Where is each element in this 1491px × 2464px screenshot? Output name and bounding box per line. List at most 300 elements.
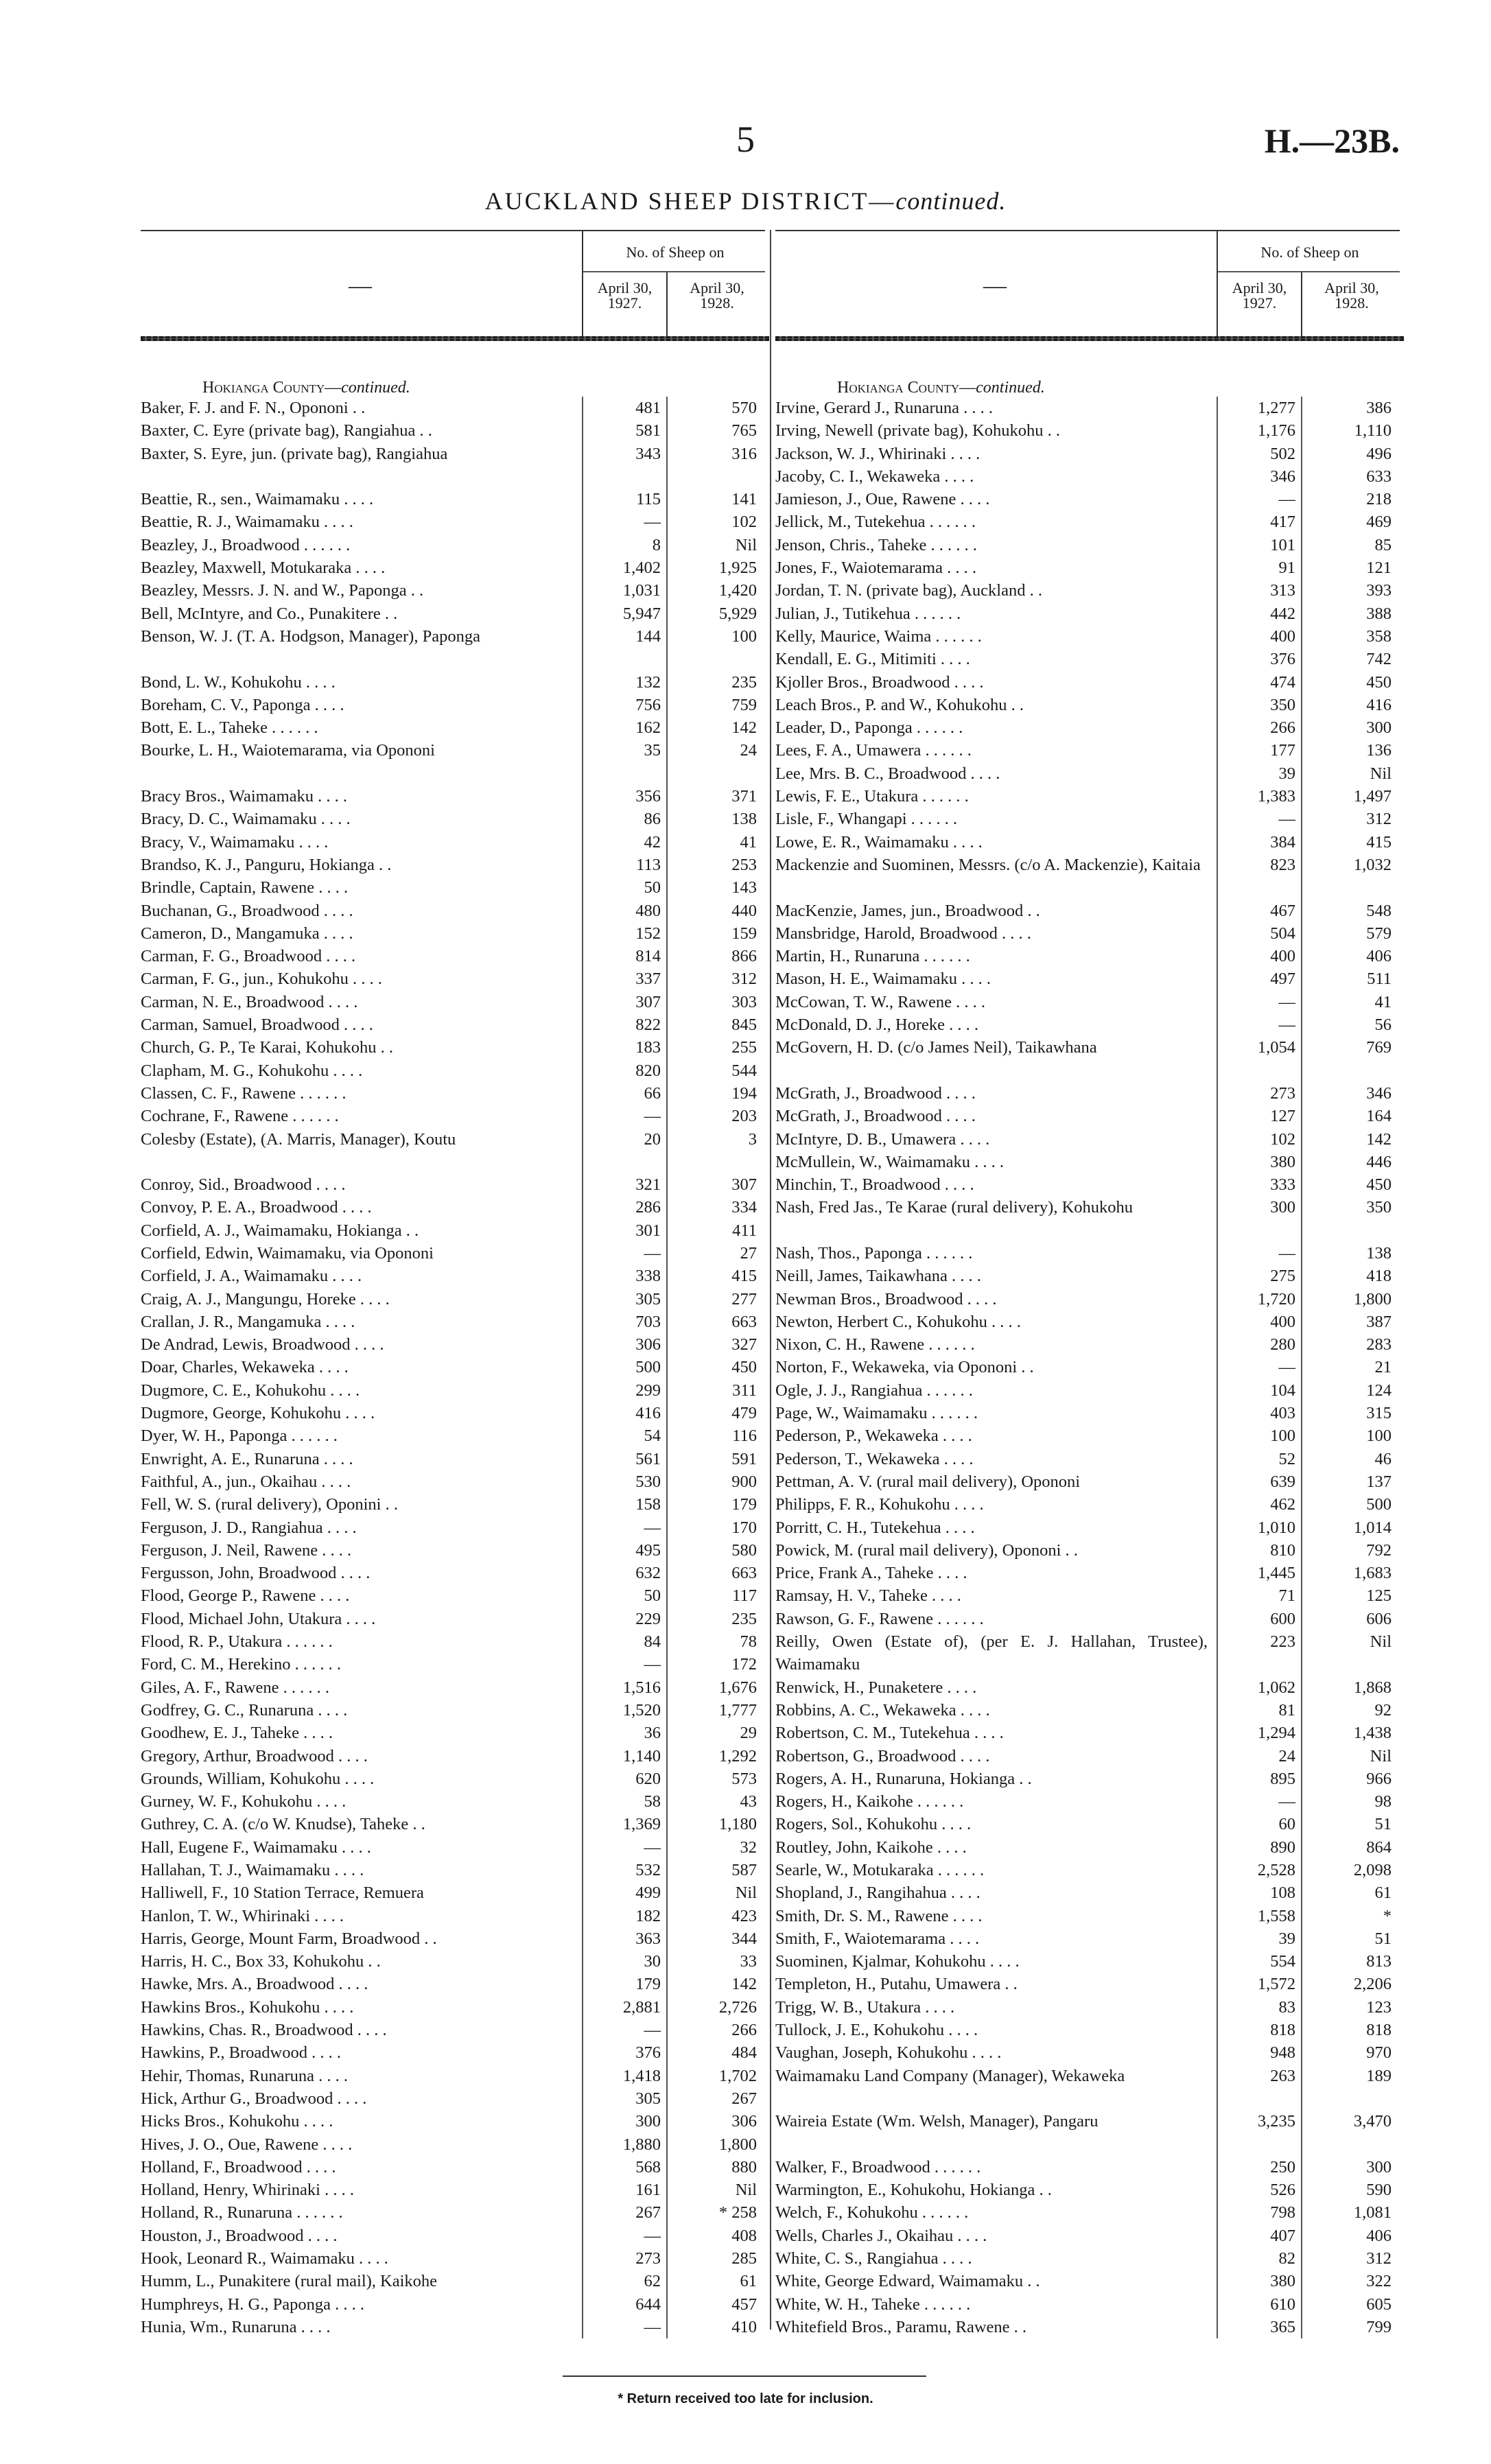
sheep-1927: 337	[635, 970, 661, 989]
table-row	[141, 2110, 765, 2133]
sheep-1927: 1,383	[1257, 787, 1295, 806]
sheep-1928: 137	[1366, 1472, 1392, 1491]
table-row	[141, 1516, 765, 1539]
owner-name: Bracy Bros., Waimamaku . . . .	[141, 787, 348, 806]
owner-name: Walker, F., Broadwood . . . . . .	[775, 2157, 981, 2176]
sheep-1928: 123	[1366, 1997, 1392, 2017]
owner-name: Vaughan, Joseph, Kohukohu . . . .	[775, 2043, 1002, 2063]
owner-name: McDonald, D. J., Horeke . . . .	[775, 1016, 978, 1035]
sheep-1927: 83	[1278, 1997, 1295, 2017]
table-row	[775, 648, 1400, 670]
sheep-1928: 92	[1374, 1700, 1392, 1720]
owner-name: Rogers, Sol., Kohukohu . . . .	[775, 1815, 972, 1834]
table-row	[141, 1059, 765, 1082]
sheep-1928: 970	[1366, 2043, 1392, 2063]
sheep-1928: 138	[731, 810, 757, 829]
table-row	[141, 1905, 765, 1927]
table-row	[141, 1653, 765, 1676]
table-row	[775, 1927, 1400, 1950]
sheep-1927: 307	[635, 992, 661, 1011]
table-row	[141, 1562, 765, 1584]
header-col-1927-date: April 30,	[1232, 279, 1287, 296]
owner-name: Nash, Fred Jas., Te Karae (rural delivery), Kohukohu	[775, 1198, 1134, 1217]
table-row	[775, 1745, 1400, 1768]
owner-name: Jackson, W. J., Whirinaki . . . .	[775, 444, 981, 463]
table-row	[141, 1859, 765, 1881]
owner-name: Powick, M. (rural mail delivery), Opononi . .	[775, 1540, 1078, 1560]
owner-name: Conroy, Sid., Broadwood . . . .	[141, 1175, 346, 1195]
sheep-1928: 253	[731, 855, 757, 874]
owner-name: Bond, L. W., Kohukohu . . . .	[141, 672, 336, 692]
table-row	[775, 1630, 1400, 1676]
sheep-1927: 554	[1270, 1952, 1295, 1971]
sheep-1928: 579	[1366, 924, 1392, 943]
table-row	[775, 2247, 1400, 2270]
table-row	[775, 511, 1400, 533]
owner-name: Dugmore, C. E., Kohukohu . . . .	[141, 1381, 360, 1400]
sheep-1927: 20	[644, 1129, 661, 1149]
table-row	[775, 1950, 1400, 1973]
table-row	[775, 1196, 1400, 1242]
owner-name: Warmington, E., Kohukohu, Hokianga . .	[775, 2181, 1052, 2200]
sheep-1927: 600	[1270, 1609, 1295, 1628]
sheep-1928: 266	[731, 2021, 757, 2040]
owner-name: Ramsay, H. V., Taheke . . . .	[775, 1586, 961, 1606]
header-rule	[1217, 231, 1218, 341]
table-row	[775, 1836, 1400, 1859]
sheep-1927: 1,720	[1257, 1289, 1295, 1309]
sheep-1928: 663	[731, 1564, 757, 1583]
sheep-1928: 189	[1366, 2066, 1392, 2085]
left-rows	[141, 397, 765, 2338]
left-table-header	[141, 230, 765, 341]
sheep-1928: 125	[1366, 1586, 1392, 1606]
sheep-1927: 474	[1270, 672, 1295, 692]
sheep-1928: 33	[740, 1952, 757, 1971]
sheep-1927: 1,140	[622, 1746, 661, 1765]
sheep-1928: *	[1383, 1906, 1392, 1925]
owner-name: Bott, E. L., Taheke . . . . . .	[141, 718, 318, 738]
sheep-1928: 327	[731, 1335, 757, 1354]
sheep-1928: 142	[1366, 1129, 1392, 1149]
sheep-1927: 286	[635, 1198, 661, 1217]
owner-name: Trigg, W. B., Utakura . . . .	[775, 1997, 955, 2017]
owner-name: Carman, N. E., Broadwood . . . .	[141, 992, 358, 1011]
sheep-1927: 161	[635, 2181, 661, 2200]
sheep-1928: 1,800	[1353, 1289, 1392, 1309]
sheep-1928: 2,098	[1353, 1861, 1392, 1879]
sheep-1928: 411	[732, 1221, 757, 1240]
owner-name: Carman, F. G., Broadwood . . . .	[141, 947, 356, 966]
owner-name: Robertson, G., Broadwood . . . .	[775, 1746, 990, 1765]
header-col-1928-date: April 30,	[690, 279, 744, 296]
owner-name: Holland, R., Runaruna . . . . . .	[141, 2203, 343, 2222]
sheep-1927: 502	[1270, 444, 1295, 463]
sheep-1928: 170	[731, 1518, 757, 1537]
sheep-1927: 3,235	[1257, 2112, 1295, 2131]
table-row	[141, 1196, 765, 1219]
table-row	[141, 1402, 765, 1424]
sheep-1928: 866	[731, 947, 757, 966]
sheep-1927: —	[644, 2021, 661, 2040]
table-row	[775, 716, 1400, 739]
sheep-1927: 300	[635, 2112, 661, 2131]
header-rule	[1218, 271, 1400, 272]
section-heading-continued: continued.	[341, 379, 410, 397]
table-row	[775, 1813, 1400, 1835]
page-title	[0, 187, 1491, 215]
table-row	[775, 1676, 1400, 1699]
sheep-1927: 8	[652, 535, 661, 554]
owner-name: Newton, Herbert C., Kohukohu . . . .	[775, 1312, 1021, 1331]
sheep-1928: 1,777	[718, 1700, 757, 1720]
sheep-1927: 86	[644, 810, 661, 829]
sheep-1928: 21	[1374, 1358, 1392, 1377]
sheep-1928: 311	[732, 1381, 757, 1400]
owner-name: Holland, Henry, Whirinaki . . . .	[141, 2181, 354, 2200]
sheep-1928: 312	[1366, 2249, 1392, 2268]
sheep-1927: 495	[635, 1540, 661, 1560]
owner-name: Pederson, T., Wekaweka . . . .	[775, 1449, 974, 1468]
sheep-1927: 2,881	[622, 1997, 661, 2017]
owner-name: Neill, James, Taikawhana . . . .	[775, 1267, 981, 1286]
table-row	[141, 1722, 765, 1744]
table-row	[775, 443, 1400, 465]
section-heading-continued: continued.	[976, 379, 1045, 397]
sheep-1927: 1,062	[1257, 1678, 1295, 1697]
header-rule	[582, 231, 583, 341]
sheep-1928: 283	[1366, 1335, 1392, 1354]
table-row	[775, 1128, 1400, 1151]
table-row	[141, 1539, 765, 1562]
table-row	[775, 579, 1400, 602]
sheep-1927: 620	[635, 1769, 661, 1788]
table-row	[775, 831, 1400, 854]
sheep-1927: —	[1278, 810, 1295, 829]
table-row	[141, 854, 765, 876]
header-bottom-rule	[775, 336, 1404, 342]
sheep-1927: 343	[635, 444, 661, 463]
owner-name: Dugmore, George, Kohukohu . . . .	[141, 1404, 375, 1423]
sheep-1927: 481	[635, 399, 661, 417]
sheep-1928: 277	[731, 1289, 757, 1309]
table-row	[775, 1859, 1400, 1881]
table-row	[775, 2293, 1400, 2316]
title-continued: continued.	[895, 187, 1007, 215]
sheep-1928: 469	[1366, 513, 1392, 532]
sheep-1927: 39	[1278, 1929, 1295, 1948]
sheep-1928: 346	[1366, 1083, 1392, 1103]
sheep-1927: 321	[635, 1175, 661, 1195]
sheep-1927: 1,445	[1257, 1564, 1295, 1583]
header-col-1927-year: 1927.	[1242, 294, 1277, 312]
owner-name: Hehir, Thomas, Runaruna . . . .	[141, 2066, 349, 2085]
table-row	[141, 2293, 765, 2316]
table-row	[141, 671, 765, 694]
owner-name: Rogers, H., Kaikohe . . . . . .	[775, 1792, 964, 1811]
owner-name: Grounds, William, Kohukohu . . . .	[141, 1769, 375, 1788]
owner-name: Searle, W., Motukaraka . . . . . .	[775, 1861, 985, 1879]
table-row	[775, 1013, 1400, 1036]
sheep-1927: 152	[635, 924, 661, 943]
sheep-1928: 41	[740, 832, 757, 852]
sheep-1928: 194	[731, 1083, 757, 1103]
sheep-1928: 769	[1366, 1038, 1392, 1057]
table-row	[775, 2065, 1400, 2111]
owner-name: Clapham, M. G., Kohukohu . . . .	[141, 1061, 363, 1080]
owner-name: Tullock, J. E., Kohukohu . . . .	[775, 2021, 978, 2040]
sheep-1928: 51	[1374, 1929, 1392, 1948]
table-row	[775, 1356, 1400, 1378]
sheep-1928: 580	[731, 1540, 757, 1560]
sheep-1928: 322	[1366, 2272, 1392, 2291]
footnote: * Return received too late for inclusion.	[618, 2391, 873, 2406]
sheep-1928: Nil	[1370, 1632, 1392, 1652]
sheep-1927: 273	[635, 2249, 661, 2268]
sheep-1927: 500	[635, 1358, 661, 1377]
table-row	[141, 1950, 765, 1973]
sheep-1928: 450	[1366, 672, 1392, 692]
sheep-1928: 334	[731, 1198, 757, 1217]
sheep-1928: 124	[1366, 1381, 1392, 1400]
owner-name: Fergusson, John, Broadwood . . . .	[141, 1564, 371, 1583]
sheep-1927: —	[644, 1243, 661, 1263]
owner-name: McCowan, T. W., Rawene . . . .	[775, 992, 985, 1011]
table-row	[775, 1470, 1400, 1493]
table-row	[141, 1881, 765, 1904]
owner-name: Whitefield Bros., Paramu, Rawene . .	[775, 2317, 1027, 2336]
sheep-1927: —	[644, 1107, 661, 1126]
sheep-1927: 158	[635, 1495, 661, 1514]
owner-name: Hook, Leonard R., Waimamaku . . . .	[141, 2249, 388, 2268]
sheep-1927: 301	[635, 1221, 661, 1240]
table-row	[141, 2316, 765, 2338]
sheep-1927: 58	[644, 1792, 661, 1811]
table-row	[141, 397, 765, 419]
sheep-1927: 407	[1270, 2226, 1295, 2245]
table-row	[775, 1036, 1400, 1082]
sheep-1927: 82	[1278, 2249, 1295, 2268]
owner-name: Newman Bros., Broadwood . . . .	[775, 1289, 997, 1309]
column-rule	[1301, 397, 1302, 2338]
owner-name: McMullein, W., Waimamaku . . . .	[775, 1152, 1005, 1171]
owner-name: Jacoby, C. I., Wekaweka . . . .	[775, 467, 974, 486]
owner-name: Harris, H. C., Box 33, Kohukohu . .	[141, 1952, 381, 1971]
sheep-1927: —	[1278, 1243, 1295, 1263]
sheep-1927: —	[644, 1838, 661, 1857]
sheep-1927: 52	[1278, 1449, 1295, 1468]
sheep-1928: 285	[731, 2249, 757, 2268]
owner-name: Mackenzie and Suominen, Messrs. (c/o A. Mackenzie), Kaitaia	[775, 855, 1201, 874]
sheep-1928: 179	[731, 1495, 757, 1514]
sheep-1927: 50	[644, 1586, 661, 1606]
sheep-1928: 393	[1366, 581, 1392, 600]
owner-name: Hawkins, Chas. R., Broadwood . . . .	[141, 2021, 387, 2040]
owner-name: Beazley, Maxwell, Motukaraka . . . .	[141, 559, 386, 578]
sheep-1928: 32	[740, 1838, 757, 1857]
owner-name: Dyer, W. H., Paponga . . . . . .	[141, 1427, 338, 1446]
sheep-1928: 29	[740, 1724, 757, 1743]
sheep-1927: 2,528	[1257, 1861, 1295, 1879]
sheep-1927: 363	[635, 1929, 661, 1948]
owner-name: Ford, C. M., Herekino . . . . . .	[141, 1655, 341, 1674]
sheep-1927: 338	[635, 1267, 661, 1286]
sheep-1927: 182	[635, 1906, 661, 1925]
owner-name: Smith, F., Waiotemarama . . . .	[775, 1929, 980, 1948]
sheep-1928: 143	[731, 878, 757, 897]
table-row	[141, 1036, 765, 1059]
sheep-1928: 416	[1366, 695, 1392, 714]
sheep-1927: 127	[1270, 1107, 1295, 1126]
owner-name: McGovern, H. D. (c/o James Neil), Taikawhana	[775, 1038, 1097, 1057]
owner-name: Jamieson, J., Oue, Rawene . . . .	[775, 490, 990, 509]
owner-name: Julian, J., Tutikehua . . . . . .	[775, 604, 961, 623]
sheep-1928: 312	[731, 970, 757, 989]
sheep-1927: 400	[1270, 947, 1295, 966]
table-row	[141, 1493, 765, 1516]
table-row	[141, 1105, 765, 1127]
sheep-1927: 417	[1270, 513, 1295, 532]
table-row	[775, 2041, 1400, 2064]
owner-name: Jones, F., Waiotemarama . . . .	[775, 559, 976, 578]
sheep-1927: 530	[635, 1472, 661, 1491]
sheep-1928: 2,726	[718, 1997, 757, 2017]
table-row	[775, 945, 1400, 967]
sheep-1928: 590	[1366, 2181, 1392, 2200]
sheep-1928: 300	[1366, 718, 1392, 738]
owner-name: Porritt, C. H., Tutekehua . . . .	[775, 1518, 975, 1537]
sheep-1928: 500	[1366, 1495, 1392, 1514]
sheep-1927: 895	[1270, 1769, 1295, 1788]
sheep-1927: 1,176	[1257, 421, 1295, 441]
owner-name: Jenson, Chris., Taheke . . . . . .	[775, 535, 977, 554]
table-row	[775, 1424, 1400, 1447]
owner-name: Godfrey, G. C., Runaruna . . . .	[141, 1700, 348, 1720]
owner-name: Cameron, D., Mangamuka . . . .	[141, 924, 353, 943]
table-row	[141, 808, 765, 830]
sheep-1927: 300	[1270, 1198, 1295, 1217]
sheep-1927: 35	[644, 741, 661, 760]
sheep-1928: 1,702	[718, 2066, 757, 2085]
sheep-1928: 218	[1366, 490, 1392, 509]
table-row	[775, 602, 1400, 625]
sheep-1928: 371	[731, 787, 757, 806]
sheep-1928: 235	[731, 672, 757, 692]
table-row	[141, 991, 765, 1013]
table-row	[775, 2316, 1400, 2338]
header-dash: —	[983, 273, 1007, 298]
table-row	[775, 2225, 1400, 2247]
sheep-1928: 1,180	[718, 1815, 757, 1834]
sheep-1928: 116	[732, 1427, 757, 1446]
sheep-1928: 267	[731, 2089, 757, 2108]
sheep-1927: 280	[1270, 1335, 1295, 1354]
sheep-1928: 235	[731, 1609, 757, 1628]
table-row	[141, 602, 765, 625]
sheep-1928: 1,868	[1353, 1678, 1392, 1697]
owner-name: Wells, Charles J., Okaihau . . . .	[775, 2226, 987, 2245]
table-row	[141, 785, 765, 808]
sheep-1928: 818	[1366, 2021, 1392, 2040]
sheep-1927: 299	[635, 1381, 661, 1400]
table-row	[775, 1881, 1400, 1904]
owner-name: Jordan, T. N. (private bag), Auckland . .	[775, 581, 1042, 600]
sheep-1927: 639	[1270, 1472, 1295, 1491]
sheep-1927: 532	[635, 1861, 661, 1879]
header-col-1927	[1220, 281, 1299, 311]
table-row	[141, 945, 765, 967]
sheep-1928: 138	[1366, 1243, 1392, 1263]
owner-name: Corfield, A. J., Waimamaku, Hokianga . .	[141, 1221, 419, 1240]
sheep-1927: 84	[644, 1632, 661, 1652]
owner-name: Corfield, J. A., Waimamaku . . . .	[141, 1267, 362, 1286]
table-row	[775, 671, 1400, 694]
sheep-1928: 2,206	[1353, 1975, 1392, 1994]
owner-name: Doar, Charles, Wekaweka . . . .	[141, 1358, 349, 1377]
table-row	[141, 1333, 765, 1356]
table-row	[775, 488, 1400, 511]
sheep-1928: 544	[731, 1061, 757, 1080]
owner-name: Guthrey, C. A. (c/o W. Knudse), Taheke . .	[141, 1815, 425, 1834]
sheep-1928: 1,032	[1353, 855, 1392, 874]
sheep-1928: 255	[731, 1038, 757, 1057]
sheep-1927: 1,402	[622, 559, 661, 578]
table-row	[141, 1813, 765, 1835]
sheep-1927: 568	[635, 2157, 661, 2176]
owner-name: Price, Frank A., Taheke . . . .	[775, 1564, 967, 1583]
sheep-1927: —	[1278, 490, 1295, 509]
table-row	[775, 2019, 1400, 2041]
table-row	[141, 739, 765, 785]
sheep-1928: 966	[1366, 1769, 1392, 1788]
sheep-1928: 633	[1366, 467, 1392, 486]
sheep-1928: 813	[1366, 1952, 1392, 1971]
table-row	[775, 2110, 1400, 2156]
sheep-1927: —	[1278, 1792, 1295, 1811]
table-row	[141, 534, 765, 556]
sheep-1927: 24	[1278, 1746, 1295, 1765]
owner-name: Carman, Samuel, Broadwood . . . .	[141, 1016, 373, 1035]
sheep-1927: 632	[635, 1564, 661, 1583]
sheep-1927: 229	[635, 1609, 661, 1628]
owner-name: Kendall, E. G., Mitimiti . . . .	[775, 650, 970, 669]
owner-name: Baker, F. J. and F. N., Opononi . .	[141, 399, 366, 417]
sheep-1928: 306	[731, 2112, 757, 2131]
owner-name: Jellick, M., Tutekehua . . . . . .	[775, 513, 976, 532]
table-row	[141, 443, 765, 489]
table-row	[775, 694, 1400, 716]
sheep-1927: 610	[1270, 2295, 1295, 2314]
owner-name: Giles, A. F., Rawene . . . . . .	[141, 1678, 330, 1697]
owner-name: MacKenzie, James, jun., Broadwood . .	[775, 901, 1040, 920]
sheep-1927: 1,558	[1257, 1906, 1295, 1925]
table-row	[775, 1379, 1400, 1402]
sheep-1927: 403	[1270, 1404, 1295, 1423]
owner-name: Hall, Eugene F., Waimamaku . . . .	[141, 1838, 371, 1857]
table-row	[141, 1424, 765, 1447]
sheep-1928: 98	[1374, 1792, 1392, 1811]
header-group-label: No. of Sheep on	[626, 244, 725, 261]
table-row	[775, 1722, 1400, 1744]
owner-name: Bourke, L. H., Waiotemarama, via Opononi	[141, 741, 435, 760]
owner-name: Kelly, Maurice, Waima . . . . . .	[775, 626, 982, 646]
right-rows	[775, 397, 1400, 2338]
table-row	[141, 900, 765, 922]
sheep-1928: Nil	[735, 1884, 757, 1903]
table-row	[141, 2041, 765, 2064]
table-row	[775, 1151, 1400, 1173]
sheep-1927: 223	[1270, 1632, 1295, 1652]
